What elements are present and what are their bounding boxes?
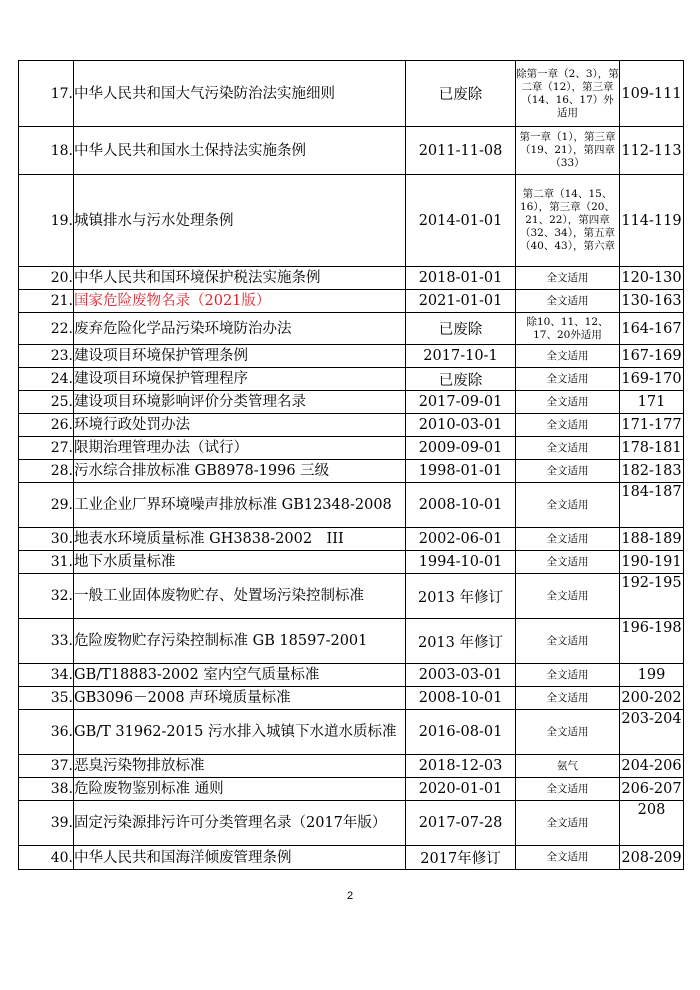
effective-date: 1998-01-01 bbox=[406, 460, 516, 483]
row-number: 18. bbox=[19, 127, 74, 175]
row-number: 32. bbox=[19, 574, 74, 619]
applicable-scope: 全文适用 bbox=[516, 290, 620, 313]
table-row bbox=[19, 290, 684, 313]
table-row bbox=[19, 710, 684, 755]
applicable-scope: 第一章（1），第三章（19、21），第四章（33） bbox=[516, 127, 620, 175]
applicable-scope: 氨气 bbox=[516, 755, 620, 778]
page-range: 114-119 bbox=[620, 175, 684, 267]
table-row bbox=[19, 687, 684, 710]
page-range: 169-170 bbox=[620, 368, 684, 391]
regulation-name: GB3096－2008 声环境质量标准 bbox=[74, 687, 406, 710]
regulation-name: 地下水质量标准 bbox=[74, 551, 406, 574]
effective-date: 2018-12-03 bbox=[406, 755, 516, 778]
page-range: 167-169 bbox=[620, 345, 684, 368]
page-range: 109-111 bbox=[620, 61, 684, 127]
table-row bbox=[19, 778, 684, 801]
row-number: 30. bbox=[19, 528, 74, 551]
effective-date: 1994-10-01 bbox=[406, 551, 516, 574]
effective-date: 2017-07-28 bbox=[406, 801, 516, 846]
page-range: 164-167 bbox=[620, 313, 684, 345]
table-row bbox=[19, 61, 684, 127]
table-row bbox=[19, 755, 684, 778]
page-range: 208-209 bbox=[620, 846, 684, 870]
row-number: 23. bbox=[19, 345, 74, 368]
applicable-scope: 全文适用 bbox=[516, 345, 620, 368]
applicable-scope: 除10、11、12、17、20外适用 bbox=[516, 313, 620, 345]
table-row bbox=[19, 414, 684, 437]
effective-date: 已废除 bbox=[406, 368, 516, 391]
effective-date: 2008-10-01 bbox=[406, 483, 516, 528]
effective-date: 2021-01-01 bbox=[406, 290, 516, 313]
effective-date: 2003-03-01 bbox=[406, 664, 516, 687]
applicable-scope: 全文适用 bbox=[516, 460, 620, 483]
row-number: 31. bbox=[19, 551, 74, 574]
applicable-scope: 全文适用 bbox=[516, 687, 620, 710]
applicable-scope: 全文适用 bbox=[516, 437, 620, 460]
page-range: 206-207 bbox=[620, 778, 684, 801]
page-range: 199 bbox=[620, 664, 684, 687]
table-row bbox=[19, 391, 684, 414]
table-row bbox=[19, 664, 684, 687]
regulation-name: 限期治理管理办法（试行） bbox=[74, 437, 406, 460]
applicable-scope: 全文适用 bbox=[516, 414, 620, 437]
regulation-name: 固定污染源排污许可分类管理名录（2017年版） bbox=[74, 801, 406, 846]
row-number: 37. bbox=[19, 755, 74, 778]
regulation-name: 建设项目环境保护管理条例 bbox=[74, 345, 406, 368]
regulation-name: 中华人民共和国环境保护税法实施条例 bbox=[74, 267, 406, 290]
applicable-scope: 全文适用 bbox=[516, 267, 620, 290]
page-range: 203-204 bbox=[620, 710, 684, 755]
table-row bbox=[19, 846, 684, 870]
regulation-name: 建设项目环境影响评价分类管理名录 bbox=[74, 391, 406, 414]
page-range: 192-195 bbox=[620, 574, 684, 619]
row-number: 27. bbox=[19, 437, 74, 460]
effective-date: 2013 年修订 bbox=[406, 574, 516, 619]
applicable-scope: 全文适用 bbox=[516, 391, 620, 414]
regulation-name: 国家危险废物名录（2021版） bbox=[74, 290, 406, 313]
page-number: 2 bbox=[346, 890, 354, 902]
regulation-name: 中华人民共和国海洋倾废管理条例 bbox=[74, 846, 406, 870]
applicable-scope: 第二章（14、15、16），第三章（20、21、22），第四章（32、34），第五章（40、43），第六章 bbox=[516, 175, 620, 267]
row-number: 35. bbox=[19, 687, 74, 710]
table-row bbox=[19, 313, 684, 345]
applicable-scope: 全文适用 bbox=[516, 664, 620, 687]
regulation-name: 建设项目环境保护管理程序 bbox=[74, 368, 406, 391]
effective-date: 已废除 bbox=[406, 61, 516, 127]
page-range: 184-187 bbox=[620, 483, 684, 528]
table-row bbox=[19, 345, 684, 368]
row-number: 21. bbox=[19, 290, 74, 313]
regulation-name: 废弃危险化学品污染环境防治办法 bbox=[74, 313, 406, 345]
applicable-scope: 全文适用 bbox=[516, 368, 620, 391]
table-row bbox=[19, 437, 684, 460]
page-range: 204-206 bbox=[620, 755, 684, 778]
row-number: 28. bbox=[19, 460, 74, 483]
regulation-name: 危险废物贮存污染控制标准 GB 18597-2001 bbox=[74, 619, 406, 664]
regulation-name: 一般工业固体废物贮存、处置场污染控制标准 bbox=[74, 574, 406, 619]
applicable-scope: 全文适用 bbox=[516, 778, 620, 801]
row-number: 36. bbox=[19, 710, 74, 755]
effective-date: 2014-01-01 bbox=[406, 175, 516, 267]
effective-date: 2013 年修订 bbox=[406, 619, 516, 664]
applicable-scope: 全文适用 bbox=[516, 483, 620, 528]
effective-date: 已废除 bbox=[406, 313, 516, 345]
effective-date: 2002-06-01 bbox=[406, 528, 516, 551]
regulation-name: 中华人民共和国大气污染防治法实施细则 bbox=[74, 61, 406, 127]
effective-date: 2018-01-01 bbox=[406, 267, 516, 290]
applicable-scope: 全文适用 bbox=[516, 528, 620, 551]
table-row bbox=[19, 528, 684, 551]
table-row bbox=[19, 175, 684, 267]
row-number: 24. bbox=[19, 368, 74, 391]
row-number: 25. bbox=[19, 391, 74, 414]
effective-date: 2011-11-08 bbox=[406, 127, 516, 175]
effective-date: 2017-09-01 bbox=[406, 391, 516, 414]
row-number: 29. bbox=[19, 483, 74, 528]
page-range: 130-163 bbox=[620, 290, 684, 313]
regulation-name: 危险废物鉴别标准 通则 bbox=[74, 778, 406, 801]
regulation-name: 地表水环境质量标准 GH3838-2002 III bbox=[74, 528, 406, 551]
row-number: 17. bbox=[19, 61, 74, 127]
table-row bbox=[19, 574, 684, 619]
page-range: 178-181 bbox=[620, 437, 684, 460]
row-number: 33. bbox=[19, 619, 74, 664]
page-range: 171-177 bbox=[620, 414, 684, 437]
effective-date: 2010-03-01 bbox=[406, 414, 516, 437]
effective-date: 2017-10-1 bbox=[406, 345, 516, 368]
row-number: 39. bbox=[19, 801, 74, 846]
regulations-table bbox=[18, 60, 684, 870]
page-range: 200-202 bbox=[620, 687, 684, 710]
regulation-name: GB/T 31962-2015 污水排入城镇下水道水质标准 bbox=[74, 710, 406, 755]
effective-date: 2017年修订 bbox=[406, 846, 516, 870]
page-range: 171 bbox=[620, 391, 684, 414]
row-number: 19. bbox=[19, 175, 74, 267]
row-number: 22. bbox=[19, 313, 74, 345]
page-range: 120-130 bbox=[620, 267, 684, 290]
applicable-scope: 除第一章（2、3），第二章（12），第三章（14、16、17）外适用 bbox=[516, 61, 620, 127]
regulation-name: 中华人民共和国水土保持法实施条例 bbox=[74, 127, 406, 175]
effective-date: 2008-10-01 bbox=[406, 687, 516, 710]
row-number: 40. bbox=[19, 846, 74, 870]
page-range: 112-113 bbox=[620, 127, 684, 175]
row-number: 34. bbox=[19, 664, 74, 687]
effective-date: 2009-09-01 bbox=[406, 437, 516, 460]
table-row bbox=[19, 267, 684, 290]
page-range: 188-189 bbox=[620, 528, 684, 551]
regulation-name: GB/T18883-2002 室内空气质量标准 bbox=[74, 664, 406, 687]
page-range: 208 bbox=[620, 801, 684, 846]
applicable-scope: 全文适用 bbox=[516, 551, 620, 574]
regulation-name: 污水综合排放标准 GB8978-1996 三级 bbox=[74, 460, 406, 483]
effective-date: 2020-01-01 bbox=[406, 778, 516, 801]
table-row bbox=[19, 460, 684, 483]
table-row bbox=[19, 483, 684, 528]
table-row bbox=[19, 368, 684, 391]
table-row bbox=[19, 127, 684, 175]
row-number: 20. bbox=[19, 267, 74, 290]
applicable-scope: 全文适用 bbox=[516, 846, 620, 870]
table-row bbox=[19, 801, 684, 846]
applicable-scope: 全文适用 bbox=[516, 574, 620, 619]
regulation-name: 环境行政处罚办法 bbox=[74, 414, 406, 437]
regulation-name: 城镇排水与污水处理条例 bbox=[74, 175, 406, 267]
row-number: 26. bbox=[19, 414, 74, 437]
row-number: 38. bbox=[19, 778, 74, 801]
page-range: 196-198 bbox=[620, 619, 684, 664]
applicable-scope: 全文适用 bbox=[516, 710, 620, 755]
table-row bbox=[19, 619, 684, 664]
regulation-name: 恶臭污染物排放标准 bbox=[74, 755, 406, 778]
regulation-name: 工业企业厂界环境噪声排放标准 GB12348-2008 bbox=[74, 483, 406, 528]
page-range: 190-191 bbox=[620, 551, 684, 574]
page-range: 182-183 bbox=[620, 460, 684, 483]
applicable-scope: 全文适用 bbox=[516, 619, 620, 664]
applicable-scope: 全文适用 bbox=[516, 801, 620, 846]
effective-date: 2016-08-01 bbox=[406, 710, 516, 755]
table-row bbox=[19, 551, 684, 574]
